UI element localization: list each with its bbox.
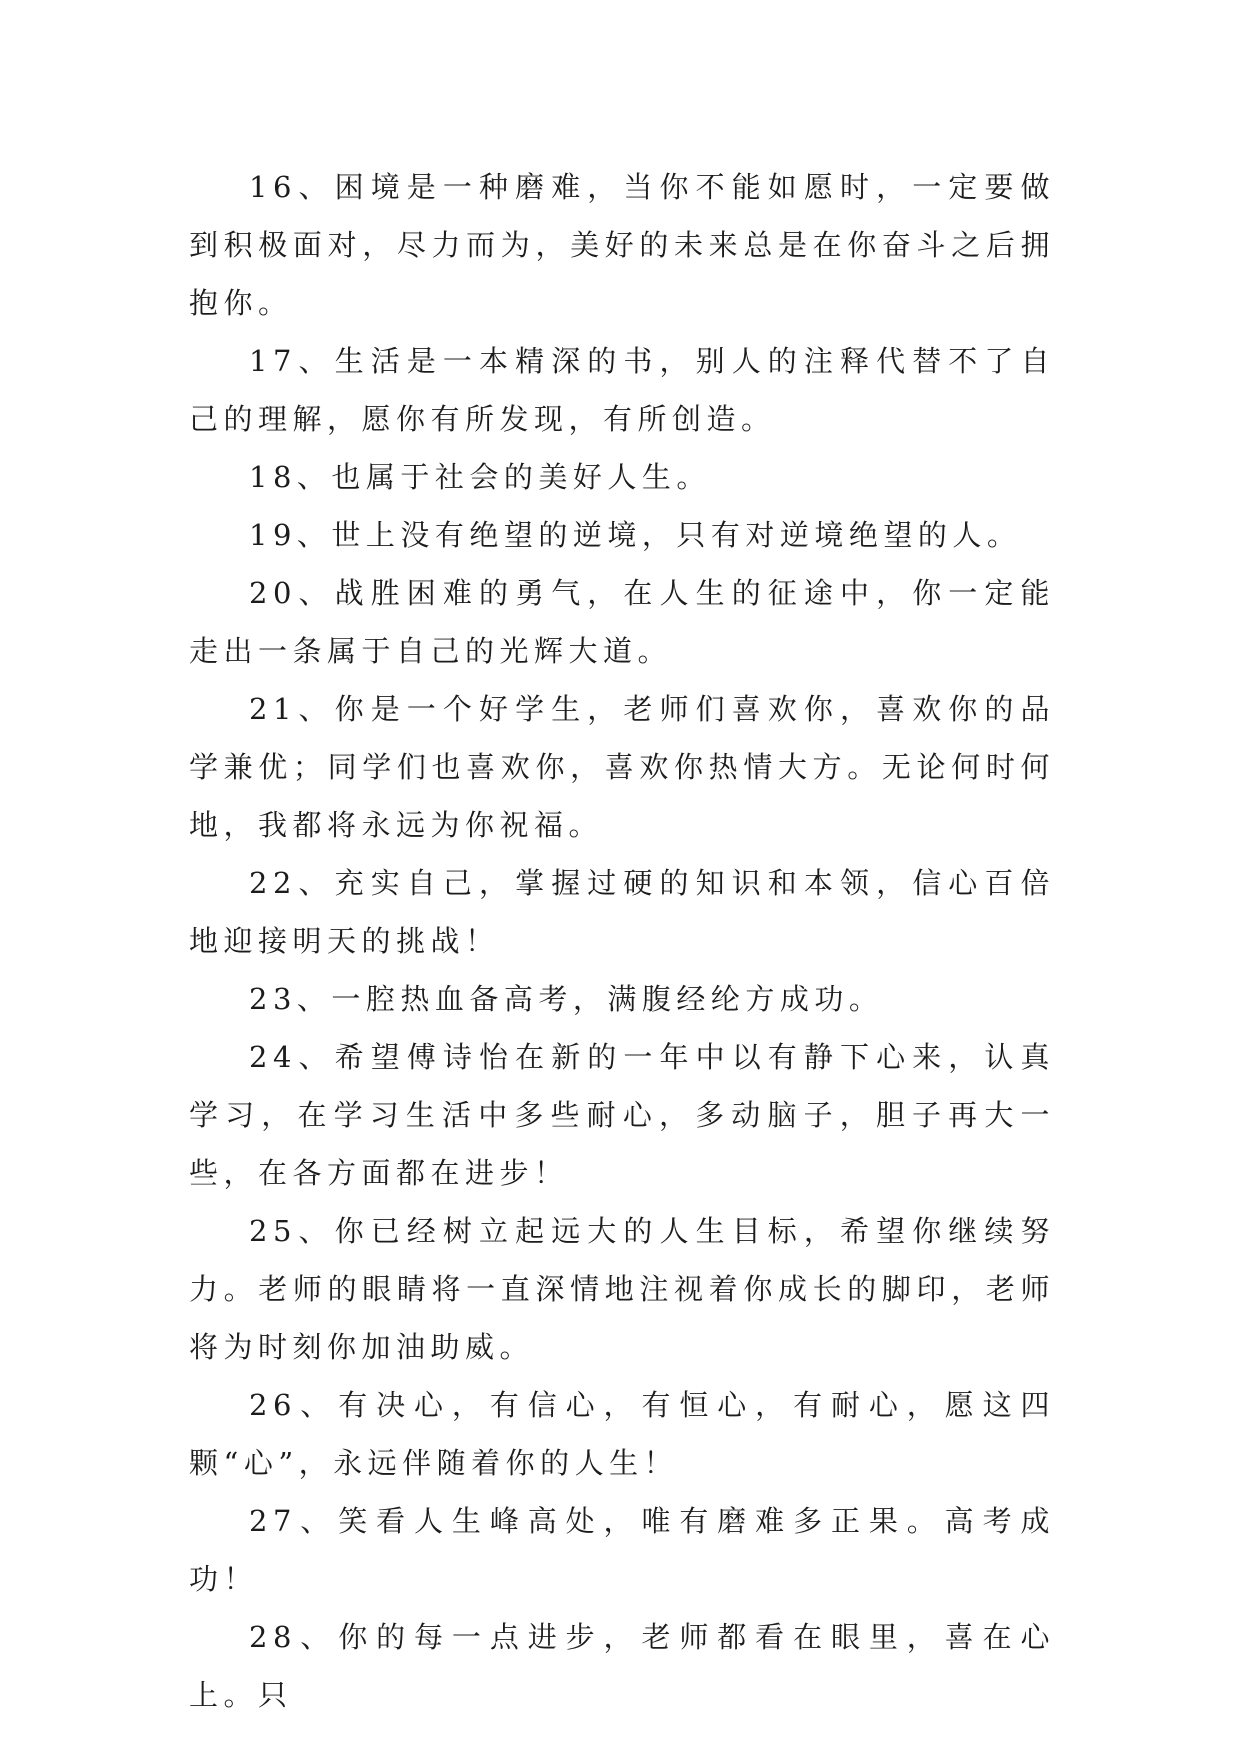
paragraph-17: 17、生活是一本精深的书，别人的注释代替不了自己的理解，愿你有所发现，有所创造。	[189, 344, 1055, 436]
paragraph-21: 21、你是一个好学生，老师们喜欢你，喜欢你的品学兼优；同学们也喜欢你，喜欢你热情大方。无论何时何地，我都将永远为你祝福。	[189, 692, 1055, 842]
paragraph-23: 23、一腔热血备高考，满腹经纶方成功。	[249, 982, 884, 1016]
paragraph-28: 28、你的每一点进步，老师都看在眼里，喜在心上。只	[189, 1620, 1055, 1712]
paragraph-22: 22、充实自己，掌握过硬的知识和本领，信心百倍地迎接明天的挑战！	[189, 866, 1055, 958]
paragraph-27: 27、笑看人生峰高处，唯有磨难多正果。高考成功！	[189, 1504, 1055, 1596]
paragraph-18: 18、也属于社会的美好人生。	[249, 460, 711, 494]
document-body	[189, 158, 1055, 1724]
paragraph-19: 19、世上没有绝望的逆境，只有对逆境绝望的人。	[249, 518, 1022, 552]
paragraph-20: 20、战胜困难的勇气，在人生的征途中，你一定能走出一条属于自己的光辉大道。	[189, 576, 1055, 668]
paragraph-24: 24、希望傅诗怡在新的一年中以有静下心来，认真学习，在学习生活中多些耐心，多动脑子，胆子再大一些，在各方面都在进步！	[189, 1040, 1055, 1190]
paragraph-16: 16、困境是一种磨难，当你不能如愿时，一定要做到积极面对，尽力而为，美好的未来总是在你奋斗之后拥抱你。	[189, 170, 1055, 320]
paragraph-25: 25、你已经树立起远大的人生目标，希望你继续努力。老师的眼睛将一直深情地注视着你成长的脚印，老师将为时刻你加油助威。	[189, 1214, 1055, 1364]
paragraph-26: 26、有决心，有信心，有恒心，有耐心，愿这四颗“心”，永远伴随着你的人生！	[189, 1388, 1055, 1480]
